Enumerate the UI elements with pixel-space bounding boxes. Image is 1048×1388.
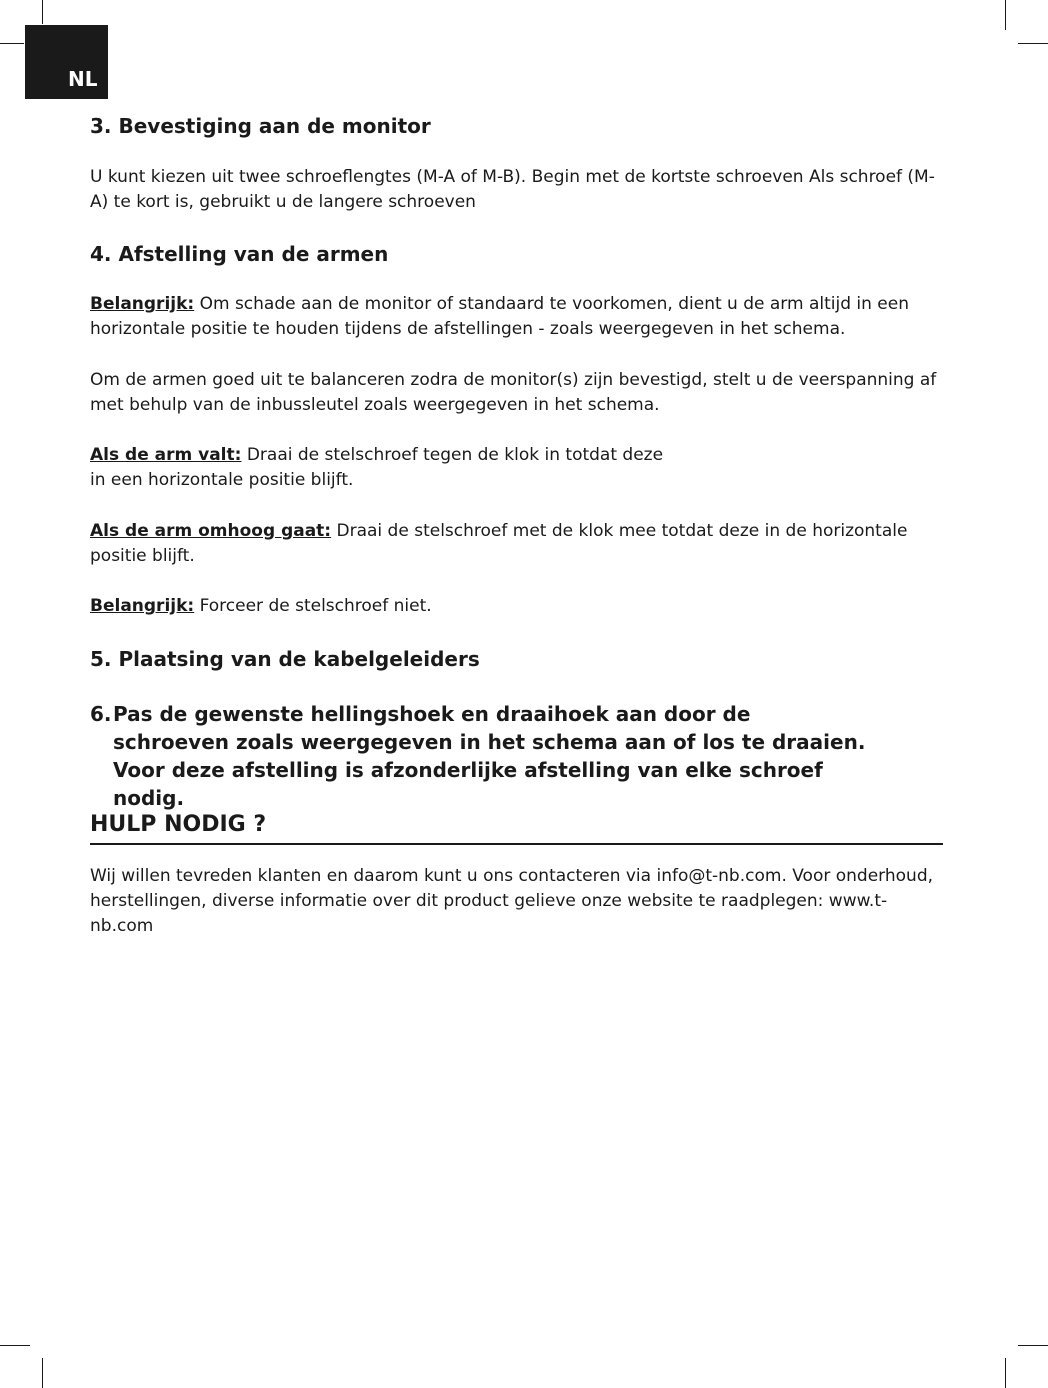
language-tab [25,25,108,99]
arm-falls-text-continued: in een horizontale positie blijft. [90,470,354,490]
arm-rises-text: Draai de stelschroef met de klok mee totdat deze in de horizontale positie blijft. [90,521,908,566]
crop-mark [0,1345,30,1346]
crop-mark [42,0,43,24]
crop-mark [1005,1358,1006,1388]
arm-falls-text: Draai de stelschroef tegen de klok in totdat deze [241,445,664,465]
section-3-body: U kunt kiezen uit twee schroeflengtes (M-A of M-B). Begin met de kortste schroeven Als schroef (M-A) te kort is, gebruikt u de langere schroeven [90,167,935,212]
arm-falls-note [90,443,948,493]
section-5-title: 5. Plaatsing van de kabelgeleiders [90,647,480,671]
arm-falls-label: Als de arm valt: [90,445,242,465]
section-4-title: 4. Afstelling van de armen [90,242,389,266]
section-6-text: Pas de gewenste hellingshoek en draaihoek aan door de schroeven zoals weergegeven in het schema aan of los te draaien. Voor deze afstelling is afzonderlijke afstelling van elke schroef nodig. [113,702,866,810]
crop-mark [42,1358,43,1388]
balance-instructions: Om de armen goed uit te balanceren zodra de monitor(s) zijn bevestigd, stelt u de veerspanning af met behulp van de inbussleutel zoals weergegeven in het schema. [90,370,937,415]
arm-rises-note [90,519,948,569]
important-label-2: Belangrijk: [90,596,195,616]
crop-mark [1018,1345,1048,1346]
section-6-number: 6. [90,702,112,726]
help-body: Wij willen tevreden klanten en daarom kunt u ons contacteren via info@t-nb.com. Voor onderhoud, herstellingen, diverse informatie over dit product gelieve onze website te raadplegen: www.t-nb.com [90,866,934,936]
language-code: NL [68,67,98,91]
help-title: HULP NODIG ? [90,812,267,837]
important-label: Belangrijk: [90,294,195,314]
crop-mark [0,43,24,44]
important-text-2: Forceer de stelschroef niet. [194,596,432,616]
important-text: Om schade aan de monitor of standaard te voorkomen, dient u de arm altijd in een horizontale positie te houden tijdens de afstellingen - zoals weergegeven in het schema. [90,294,909,339]
crop-mark [1005,0,1006,30]
arm-rises-label: Als de arm omhoog gaat: [90,521,332,541]
section-6 [90,700,870,812]
help-divider [90,843,943,845]
important-note-2 [90,594,948,619]
section-3-title: 3. Bevestiging aan de monitor [90,114,431,138]
important-note [90,292,948,342]
crop-mark [1018,43,1048,44]
